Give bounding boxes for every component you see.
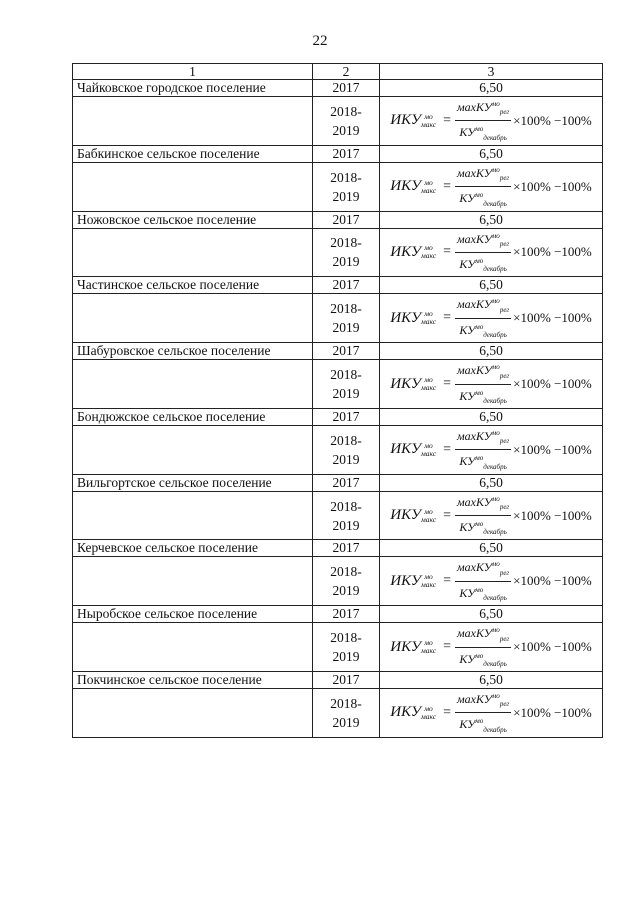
formula-tail: ×100% −100% [513, 573, 592, 589]
formula-fraction [455, 426, 511, 474]
formula-tail: ×100% −100% [513, 244, 592, 260]
table-row-settlement [73, 474, 603, 491]
value-cell: 6,50 [380, 540, 603, 557]
formula-tail: ×100% −100% [513, 507, 592, 523]
formula-denominator: $КУ^{мо}_{декабрь}$ [459, 585, 507, 603]
formula-numerator: махКУ$^{мо}_{рег}$ [455, 426, 511, 450]
formula-lhs-sub: макс [420, 317, 437, 327]
formula [390, 689, 591, 737]
header-col-3: 3 [380, 64, 603, 80]
period-cell: 2018- 2019 [313, 623, 380, 672]
formula-cell [380, 97, 603, 146]
formula-fraction [455, 294, 511, 342]
table-row-settlement [73, 277, 603, 294]
formula-fraction [455, 623, 511, 671]
year-cell: 2017 [313, 343, 380, 360]
value-cell: 6,50 [380, 343, 603, 360]
settlement-name: Ныробское сельское поселение [73, 606, 313, 623]
formula-lhs: ИКУ [390, 704, 421, 721]
year-cell: 2017 [313, 408, 380, 425]
formula-lhs: ИКУ [390, 638, 421, 655]
formula-lhs-sup: мо [424, 375, 433, 385]
table-row-settlement [73, 211, 603, 228]
formula-tail: ×100% −100% [513, 704, 592, 720]
formula-denominator: $КУ^{мо}_{декабрь}$ [459, 717, 507, 734]
formula [390, 163, 591, 211]
formula-lhs-sub: макс [420, 251, 437, 261]
header-col-2: 2 [313, 64, 380, 80]
value-cell: 6,50 [380, 211, 603, 228]
settlement-name: Ножовское сельское поселение [73, 211, 313, 228]
formula-lhs-sup: мо [424, 243, 433, 253]
formula-lhs: ИКУ [390, 572, 421, 589]
formula-cell [380, 425, 603, 474]
settlement-name: Покчинское сельское поселение [73, 672, 313, 689]
formula-cell [380, 294, 603, 343]
period-cell: 2018- 2019 [313, 97, 380, 146]
formula-equals: = [443, 573, 451, 589]
empty-cell [73, 557, 313, 606]
period-cell: 2018- 2019 [313, 360, 380, 409]
formula-cell [380, 162, 603, 211]
formula-lhs-sub: макс [420, 514, 437, 524]
formula-lhs-sup: мо [424, 638, 433, 648]
table-row-settlement [73, 343, 603, 360]
table-row-formula [73, 294, 603, 343]
page-number: 22 [312, 33, 328, 49]
formula-lhs: ИКУ [390, 375, 421, 392]
period-cell: 2018- 2019 [313, 228, 380, 277]
settlement-name: Шабуровское сельское поселение [73, 343, 313, 360]
formula-tail: ×100% −100% [513, 178, 592, 194]
table-row-formula [73, 162, 603, 211]
year-cell: 2017 [313, 606, 380, 623]
formula-denominator: $КУ^{мо}_{декабрь}$ [459, 256, 507, 274]
table-row-formula [73, 360, 603, 409]
formula-equals: = [443, 639, 451, 655]
year-cell: 2017 [313, 145, 380, 162]
formula-cell [380, 557, 603, 606]
year-cell: 2017 [313, 80, 380, 97]
formula [390, 426, 591, 474]
value-cell: 6,50 [380, 606, 603, 623]
formula-denominator: $КУ^{мо}_{декабрь}$ [459, 322, 507, 340]
formula-tail: ×100% −100% [513, 376, 592, 392]
formula-fraction [455, 492, 511, 540]
empty-cell [73, 689, 313, 738]
formula-tail: ×100% −100% [513, 441, 592, 457]
formula-lhs-sub: макс [420, 711, 437, 721]
settlement-name: Бондюжское сельское поселение [73, 408, 313, 425]
formula-tail: ×100% −100% [513, 310, 592, 326]
period-cell: 2018- 2019 [313, 294, 380, 343]
settlement-name: Бабкинское сельское поселение [73, 145, 313, 162]
empty-cell [73, 491, 313, 540]
value-cell: 6,50 [380, 408, 603, 425]
year-cell: 2017 [313, 277, 380, 294]
formula-cell [380, 623, 603, 672]
value-cell: 6,50 [380, 277, 603, 294]
table-row-formula [73, 97, 603, 146]
value-cell: 6,50 [380, 474, 603, 491]
table-header-row [73, 64, 603, 80]
formula-equals: = [443, 704, 451, 720]
table-row-settlement [73, 606, 603, 623]
formula-equals: = [443, 310, 451, 326]
table-row-settlement [73, 145, 603, 162]
empty-cell [73, 360, 313, 409]
formula-equals: = [443, 112, 451, 128]
formula [390, 360, 591, 408]
table-row-settlement [73, 80, 603, 97]
empty-cell [73, 228, 313, 277]
formula-numerator: махКУ$^{мо}_{рег}$ [455, 623, 511, 647]
formula-equals: = [443, 441, 451, 457]
formula-equals: = [443, 376, 451, 392]
year-cell: 2017 [313, 540, 380, 557]
value-cell: 6,50 [380, 145, 603, 162]
formula-numerator: махКУ$^{мо}_{рег}$ [455, 689, 511, 713]
table-row-settlement [73, 672, 603, 689]
table-row-formula [73, 557, 603, 606]
table-row-formula [73, 623, 603, 672]
formula [390, 492, 591, 540]
formula [390, 97, 591, 145]
settlement-name: Керчевское сельское поселение [73, 540, 313, 557]
formula-tail: ×100% −100% [513, 639, 592, 655]
header-col-1: 1 [73, 64, 313, 80]
year-cell: 2017 [313, 474, 380, 491]
formula-lhs: ИКУ [390, 309, 421, 326]
empty-cell [73, 425, 313, 474]
formula-lhs: ИКУ [390, 441, 421, 458]
settlement-name: Чайковское городское поселение [73, 80, 313, 97]
formula-fraction [455, 557, 511, 605]
formula-denominator: $КУ^{мо}_{декабрь}$ [459, 388, 507, 405]
formula-lhs: ИКУ [390, 178, 421, 195]
formula [390, 294, 591, 342]
formula-numerator: махКУ$^{мо}_{рег}$ [455, 229, 511, 253]
formula-fraction [455, 229, 511, 277]
formula-lhs-sup: мо [424, 111, 433, 121]
period-cell: 2018- 2019 [313, 162, 380, 211]
formula-lhs: ИКУ [390, 243, 421, 260]
formula-denominator: $КУ^{мо}_{декабрь}$ [459, 520, 507, 537]
settlement-name: Частинское сельское поселение [73, 277, 313, 294]
formula-equals: = [443, 178, 451, 194]
formula-denominator: $КУ^{мо}_{декабрь}$ [459, 651, 507, 669]
formula-lhs-sup: мо [424, 506, 433, 516]
formula-lhs-sub: макс [420, 448, 437, 458]
formula-fraction [455, 163, 511, 211]
formula-fraction [455, 360, 511, 408]
formula-fraction [455, 689, 511, 737]
formula-lhs-sub: макс [420, 119, 437, 129]
formula-numerator: махКУ$^{мо}_{рег}$ [455, 163, 511, 187]
formula-lhs-sub: макс [420, 580, 437, 590]
formula-lhs-sub: макс [420, 646, 437, 656]
table-row-formula [73, 425, 603, 474]
formula-fraction [455, 97, 511, 145]
formula-lhs-sub: макс [420, 185, 437, 195]
formula-numerator: махКУ$^{мо}_{рег}$ [455, 97, 511, 121]
formula-lhs-sup: мо [424, 572, 433, 582]
empty-cell [73, 162, 313, 211]
formula-lhs-sup: мо [424, 309, 433, 319]
empty-cell [73, 623, 313, 672]
period-cell: 2018- 2019 [313, 425, 380, 474]
formula-cell [380, 360, 603, 409]
formula-equals: = [443, 507, 451, 523]
period-cell: 2018- 2019 [313, 491, 380, 540]
formula-numerator: махКУ$^{мо}_{рег}$ [455, 557, 511, 581]
formula-equals: = [443, 244, 451, 260]
empty-cell [73, 294, 313, 343]
formula [390, 623, 591, 671]
formula-numerator: махКУ$^{мо}_{рег}$ [455, 294, 511, 318]
formula-lhs-sup: мо [424, 440, 433, 450]
year-cell: 2017 [313, 211, 380, 228]
empty-cell [73, 97, 313, 146]
table-row-settlement [73, 540, 603, 557]
formula-lhs-sup: мо [424, 177, 433, 187]
settlement-name: Вильгортское сельское поселение [73, 474, 313, 491]
formula-cell [380, 491, 603, 540]
table-row-formula [73, 228, 603, 277]
formula-lhs: ИКУ [390, 112, 421, 129]
value-cell: 6,50 [380, 80, 603, 97]
formula-numerator: махКУ$^{мо}_{рег}$ [455, 492, 511, 516]
formula-denominator: $КУ^{мо}_{декабрь}$ [459, 191, 507, 208]
year-cell: 2017 [313, 672, 380, 689]
period-cell: 2018- 2019 [313, 689, 380, 738]
formula-denominator: $КУ^{мо}_{декабрь}$ [459, 454, 507, 471]
value-cell: 6,50 [380, 672, 603, 689]
formula-denominator: $КУ^{мо}_{декабрь}$ [459, 125, 507, 142]
formula-tail: ×100% −100% [513, 112, 592, 128]
formula [390, 229, 591, 277]
formula [390, 557, 591, 605]
data-table [72, 63, 603, 738]
table-row-formula [73, 491, 603, 540]
table-row-formula [73, 689, 603, 738]
formula-numerator: махКУ$^{мо}_{рег}$ [455, 360, 511, 384]
formula-lhs-sub: макс [420, 383, 437, 393]
formula-lhs-sup: мо [424, 703, 433, 713]
formula-cell [380, 689, 603, 738]
table-row-settlement [73, 408, 603, 425]
period-cell: 2018- 2019 [313, 557, 380, 606]
formula-cell [380, 228, 603, 277]
formula-lhs: ИКУ [390, 507, 421, 524]
